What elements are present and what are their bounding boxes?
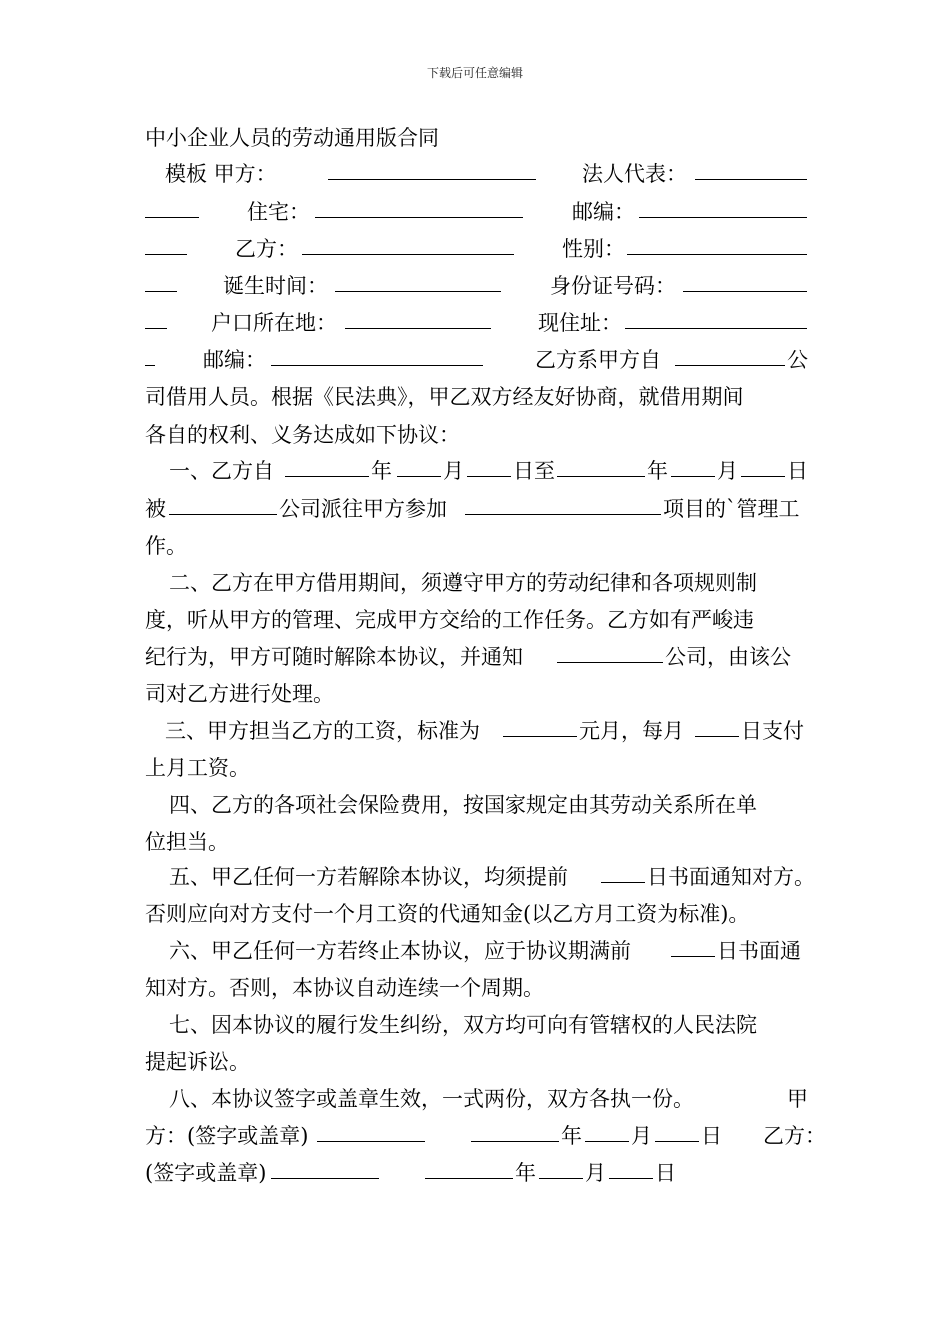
party-a-blank[interactable] — [328, 158, 536, 180]
current-address-blank-cont[interactable] — [145, 344, 155, 366]
form-line-hukou: 户口所在地： 现住址： — [145, 307, 810, 337]
start-month-blank[interactable] — [397, 455, 441, 477]
party-b-blank[interactable] — [302, 233, 514, 255]
clause-5-line-2: 否则应向对方支付一个月工资的代通知金(以乙方月工资为标准)。 — [145, 902, 750, 926]
clause-2-line-4: 司对乙方进行处理。 — [145, 682, 334, 706]
party-b-sign-day-blank[interactable] — [609, 1157, 653, 1179]
clause-1-line-2: 被 公司派往甲方参加 项目的`管理工 — [145, 493, 810, 523]
gender-blank[interactable] — [627, 233, 807, 255]
clause-1-line-3: 作。 — [145, 534, 187, 558]
dispatch-company-blank[interactable] — [169, 493, 277, 515]
page-header-note: 下载后可任意编辑 — [426, 66, 523, 80]
clause-1-line-1: 一、乙方自 年 月 日至 年 月 日 — [145, 455, 810, 485]
postcode-b-blank[interactable] — [271, 344, 483, 366]
pay-day-blank[interactable] — [695, 715, 739, 737]
birth-date-blank[interactable] — [335, 270, 501, 292]
form-line-residence: 住宅： 邮编： — [145, 196, 810, 226]
clause-3-line-1: 三、甲方担当乙方的工资，标准为 元月，每月 日支付 — [145, 715, 810, 745]
notify-company-blank[interactable] — [557, 641, 663, 663]
clause-5-line-1: 五、甲乙任何一方若解除本协议，均须提前 日书面通知对方。 — [145, 861, 810, 891]
party-b-sign-year-blank[interactable] — [425, 1157, 513, 1179]
salary-blank[interactable] — [503, 715, 577, 737]
party-b-signature-blank[interactable] — [271, 1157, 379, 1179]
clause-2-line-2: 度，听从甲方的管理、完成甲方交给的工作任务。乙方如有严峻违 — [145, 608, 754, 632]
form-line-party-b: 乙方： 性别： — [145, 233, 810, 263]
company-blank[interactable] — [675, 344, 785, 366]
expiry-notice-days-blank[interactable] — [671, 935, 715, 957]
signature-line-party-a: 方：(签字或盖章) 年 月 日 乙方： — [145, 1120, 810, 1150]
clause-6-line-2: 知对方。否则，本协议自动连续一个周期。 — [145, 976, 544, 1000]
clause-2-line-1: 二、乙方在甲方借用期间，须遵守甲方的劳动纪律和各项规则制 — [169, 571, 757, 595]
postcode-blank[interactable] — [639, 196, 807, 218]
id-number-blank[interactable] — [683, 270, 807, 292]
start-day-blank[interactable] — [467, 455, 511, 477]
clause-6-line-1: 六、甲乙任何一方若终止本协议，应于协议期满前 日书面通 — [145, 935, 810, 965]
para-intro-line-1: 司借用人员。根据《民法典》，甲乙双方经友好协商，就借用期间 — [145, 385, 744, 409]
gender-blank-cont[interactable] — [145, 270, 177, 292]
party-a-signature-blank[interactable] — [317, 1120, 425, 1142]
legal-rep-blank[interactable] — [695, 158, 807, 180]
clause-8-line-1: 八、本协议签字或盖章生效，一式两份，双方各执一份。 甲 — [169, 1087, 808, 1111]
start-year-blank[interactable] — [285, 455, 369, 477]
end-year-blank[interactable] — [557, 455, 645, 477]
end-day-blank[interactable] — [741, 455, 785, 477]
form-line-postcode-b: 邮编： 乙方系甲方自 公 — [145, 344, 810, 374]
end-month-blank[interactable] — [671, 455, 715, 477]
party-b-sign-month-blank[interactable] — [539, 1157, 583, 1179]
clause-4-line-1: 四、乙方的各项社会保险费用，按国家规定由其劳动关系所在单 — [169, 793, 757, 817]
form-line-party-a: 模板 甲方： 法人代表： — [145, 158, 810, 188]
clause-7-line-1: 七、因本协议的履行发生纠纷，双方均可向有管辖权的人民法院 — [169, 1013, 757, 1037]
project-blank[interactable] — [465, 493, 661, 515]
signature-line-party-b: (签字或盖章) 年 月 日 — [145, 1157, 810, 1187]
party-a-sign-year-blank[interactable] — [471, 1120, 559, 1142]
legal-rep-blank-cont[interactable] — [145, 196, 199, 218]
clause-3-line-2: 上月工资。 — [145, 756, 250, 780]
residence-blank[interactable] — [315, 196, 523, 218]
clause-2-line-3: 纪行为，甲方可随时解除本协议，并通知 公司，由该公 — [145, 641, 810, 671]
id-number-blank-cont[interactable] — [145, 307, 167, 329]
clause-4-line-2: 位担当。 — [145, 830, 229, 854]
termination-notice-days-blank[interactable] — [601, 861, 645, 883]
current-address-blank[interactable] — [625, 307, 807, 329]
document-title: 中小企业人员的劳动通用版合同 — [145, 126, 439, 150]
clause-7-line-2: 提起诉讼。 — [145, 1050, 250, 1074]
postcode-blank-cont[interactable] — [145, 233, 187, 255]
party-a-sign-day-blank[interactable] — [655, 1120, 699, 1142]
hukou-blank[interactable] — [345, 307, 491, 329]
form-line-birth: 诞生时间： 身份证号码： — [145, 270, 810, 300]
party-a-sign-month-blank[interactable] — [585, 1120, 629, 1142]
para-intro-line-2: 各自的权利、义务达成如下协议： — [145, 423, 460, 447]
